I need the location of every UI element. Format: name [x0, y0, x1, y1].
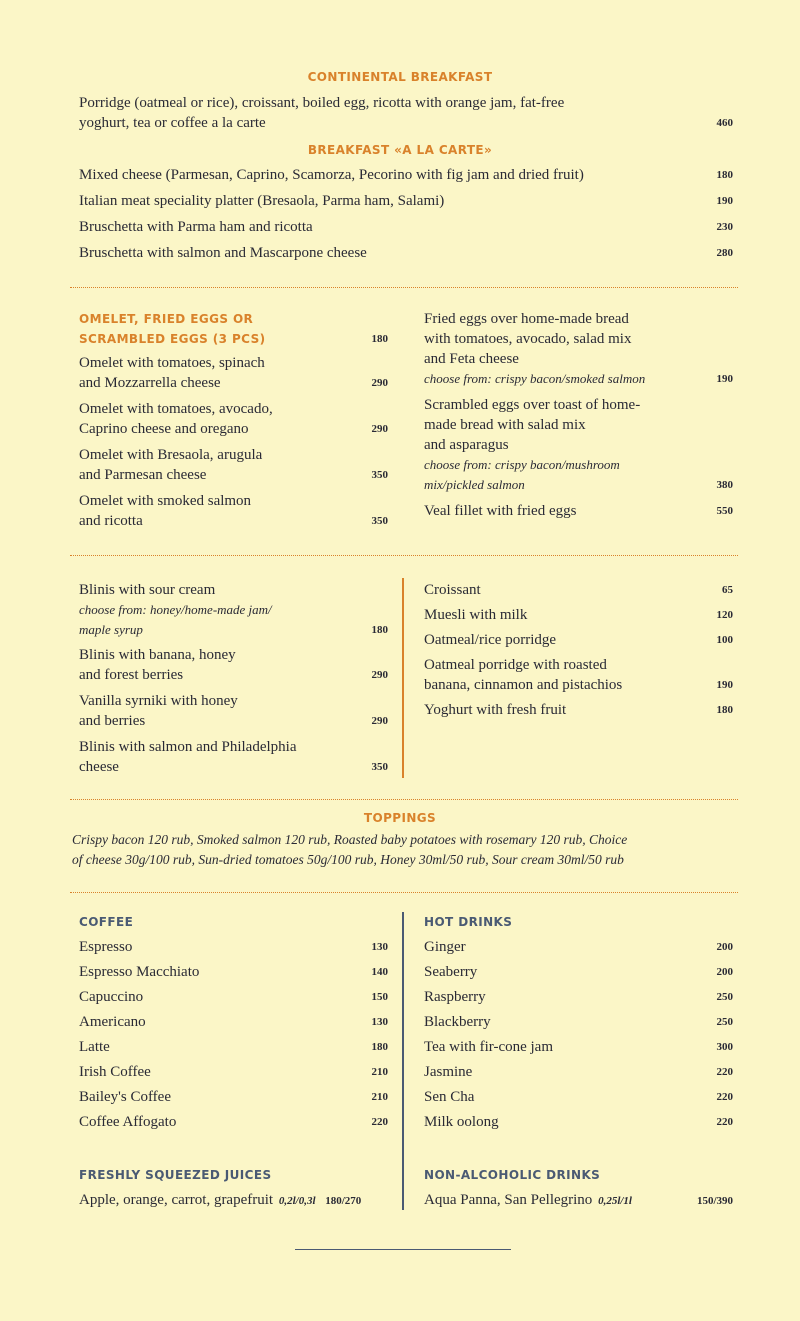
item-name-line1: Omelet with tomatoes, spinach: [79, 355, 265, 371]
non-alcoholic-section: [424, 1166, 733, 1211]
item-price: 250: [716, 991, 733, 1003]
item-name-line2: and berries: [79, 713, 146, 729]
menu-item: [79, 1087, 388, 1107]
item-name-line3: and Feta cheese: [424, 351, 519, 367]
item-name: Espresso: [79, 939, 133, 955]
menu-item: [424, 630, 733, 650]
juices-section: [79, 1166, 388, 1211]
item-name: Blinis with sour cream: [79, 582, 216, 598]
menu-item: [424, 987, 733, 1007]
item-name: Espresso Macchiato: [79, 964, 200, 980]
item-price: 180: [716, 704, 733, 716]
item-name: Coffee Affogato: [79, 1114, 177, 1130]
menu-item: [424, 700, 733, 720]
menu-item: [79, 491, 388, 531]
menu-item: [424, 1062, 733, 1082]
item-name: Aqua Panna, San Pellegrino: [424, 1192, 593, 1208]
item-price: 190: [716, 195, 733, 207]
drink-item: [424, 1190, 733, 1211]
item-name: Latte: [79, 1039, 110, 1055]
juice-item: [79, 1190, 388, 1211]
menu-item: [79, 217, 733, 237]
item-price: 180/270: [325, 1195, 362, 1207]
menu-item: [79, 243, 733, 263]
item-price: 220: [371, 1116, 388, 1128]
eggs-heading-row: [79, 329, 388, 349]
item-name: Bailey's Coffee: [79, 1089, 171, 1105]
menu-item: [424, 1112, 733, 1132]
item-name-line1: Blinis with salmon and Philadelphia: [79, 739, 297, 755]
menu-item: [79, 445, 388, 485]
item-price: 290: [371, 377, 388, 389]
item-price: 350: [371, 761, 388, 773]
menu-item: [424, 1012, 733, 1032]
item-price: 220: [716, 1091, 733, 1103]
menu-item: [79, 165, 733, 185]
item-price: 200: [716, 941, 733, 953]
continental-heading: CONTINENTAL BREAKFAST: [307, 70, 493, 84]
item-name-line2: banana, cinnamon and pistachios: [424, 677, 623, 693]
menu-item: [424, 309, 733, 389]
item-name-line2: with tomatoes, avocado, salad mix: [424, 331, 632, 347]
column-divider: [402, 578, 404, 778]
item-name-line2: and ricotta: [79, 513, 143, 529]
item-price: 130: [371, 1016, 388, 1028]
eggs-heading-line1: OMELET, FRIED EGGS OR: [79, 312, 254, 326]
item-name-line1: Oatmeal porridge with roasted: [424, 657, 607, 673]
menu-item: [424, 501, 733, 521]
toppings-line2: of cheese 30g/100 rub, Sun-dried tomatoes 50g/100 rub, Honey 30ml/50 rub, Sour cream 30ml/50 rub: [72, 852, 624, 867]
item-name-line1: Omelet with Bresaola, arugula: [79, 447, 263, 463]
menu-item: [79, 1112, 388, 1132]
item-name: Croissant: [424, 582, 481, 598]
item-price: 380: [716, 479, 733, 491]
hot-drinks-column: [424, 913, 733, 1132]
menu-item: [424, 962, 733, 982]
juices-heading: FRESHLY SQUEEZED JUICES: [79, 1168, 272, 1182]
item-name: Americano: [79, 1014, 146, 1030]
item-name: Bruschetta with salmon and Mascarpone cheese: [79, 245, 367, 261]
item-name: Italian meat speciality platter (Bresaola, Parma ham, Salami): [79, 193, 445, 209]
item-name-line1: Fried eggs over home-made bread: [424, 311, 629, 327]
item-price: 290: [371, 669, 388, 681]
item-volume: 0,2l/0,3l: [278, 1195, 316, 1207]
item-price: 290: [371, 715, 388, 727]
coffee-column: [79, 913, 388, 1132]
menu-item: [79, 962, 388, 982]
item-name-line1: Vanilla syrniki with honey: [79, 693, 238, 709]
item-price: 65: [722, 584, 733, 596]
item-price: 280: [716, 247, 733, 259]
item-price: 300: [716, 1041, 733, 1053]
item-name: Bruschetta with Parma ham and ricotta: [79, 219, 313, 235]
item-name-line2: yoghurt, tea or coffee a la carte: [79, 115, 266, 131]
item-price: 220: [716, 1116, 733, 1128]
item-name: Milk oolong: [424, 1114, 499, 1130]
item-price: 180: [371, 1041, 388, 1053]
item-name-line2: and Parmesan cheese: [79, 467, 207, 483]
divider: [70, 555, 738, 556]
item-name: Veal fillet with fried eggs: [424, 503, 577, 519]
blinis-right-column: [424, 580, 733, 720]
item-price: 100: [716, 634, 733, 646]
toppings-heading: TOPPINGS: [363, 811, 437, 825]
a-la-carte-list: [79, 165, 733, 263]
item-name: Capuccino: [79, 989, 144, 1005]
item-choose-line1: choose from: crispy bacon/mushroom: [424, 457, 620, 472]
item-choose-line2: maple syrup: [79, 622, 143, 637]
menu-item: [424, 395, 733, 495]
non-alcoholic-heading: NON-ALCOHOLIC DRINKS: [424, 1168, 601, 1182]
item-name: Yoghurt with fresh fruit: [424, 702, 567, 718]
item-name-line2: cheese: [79, 759, 119, 775]
menu-item: [424, 937, 733, 957]
item-name-line1: Blinis with banana, honey: [79, 647, 236, 663]
item-price: 210: [371, 1091, 388, 1103]
a-la-carte-heading: BREAKFAST «A LA CARTE»: [307, 143, 493, 157]
item-name-line1: Omelet with tomatoes, avocado,: [79, 401, 273, 417]
item-price: 210: [371, 1066, 388, 1078]
menu-item: [424, 1037, 733, 1057]
item-name-line3: and asparagus: [424, 437, 509, 453]
item-price: 190: [716, 373, 733, 385]
eggs-right-column: [424, 309, 733, 521]
item-name: Oatmeal/rice porridge: [424, 632, 557, 648]
item-name-line2: and forest berries: [79, 667, 184, 683]
item-name: Apple, orange, carrot, grapefruit: [79, 1192, 274, 1208]
item-price: 250: [716, 1016, 733, 1028]
item-price: 130: [371, 941, 388, 953]
item-name: Ginger: [424, 939, 466, 955]
item-price: 180: [371, 333, 388, 345]
item-price: 550: [716, 505, 733, 517]
blinis-left-column: [79, 580, 388, 777]
column-divider: [402, 912, 404, 1210]
item-choose: choose from: crispy bacon/smoked salmon: [424, 371, 646, 386]
item-volume: 0,25l/1l: [598, 1195, 632, 1207]
item-price: 230: [716, 221, 733, 233]
menu-item: [424, 655, 733, 695]
item-price: 460: [716, 117, 733, 129]
toppings-text: [72, 830, 742, 870]
menu-item: [79, 1062, 388, 1082]
toppings-line1: Crispy bacon 120 rub, Smoked salmon 120 rub, Roasted baby potatoes with rosemary 120 rub, Choice: [72, 832, 628, 847]
menu-item: [424, 580, 733, 600]
item-price: 350: [371, 515, 388, 527]
item-name: Raspberry: [424, 989, 486, 1005]
item-name-line1: Omelet with smoked salmon: [79, 493, 252, 509]
item-name-line2: Caprino cheese and oregano: [79, 421, 249, 437]
item-name: Tea with fir-cone jam: [424, 1039, 554, 1055]
menu-item: [79, 1037, 388, 1057]
hot-drinks-heading: HOT DRINKS: [424, 915, 513, 929]
item-name: Jasmine: [424, 1064, 473, 1080]
item-name: Seaberry: [424, 964, 478, 980]
item-price: 180: [371, 624, 388, 636]
item-price: 350: [371, 469, 388, 481]
menu-item: [79, 1012, 388, 1032]
item-name-line1: Scrambled eggs over toast of home-: [424, 397, 641, 413]
item-name-line2: made bread with salad mix: [424, 417, 586, 433]
menu-item: [79, 737, 388, 777]
divider: [70, 287, 738, 288]
item-price: 290: [371, 423, 388, 435]
menu-item: [79, 987, 388, 1007]
menu-item: [79, 645, 388, 685]
item-price: 120: [716, 609, 733, 621]
eggs-heading-line2: SCRAMBLED EGGS (3 PCS): [79, 332, 266, 346]
coffee-heading: COFFEE: [79, 915, 134, 929]
item-name: Blackberry: [424, 1014, 491, 1030]
menu-item: [424, 605, 733, 625]
eggs-left-column: [79, 309, 388, 531]
item-name: Irish Coffee: [79, 1064, 151, 1080]
item-price: 220: [716, 1066, 733, 1078]
menu-item: [79, 353, 388, 393]
item-name: Mixed cheese (Parmesan, Caprino, Scamorza, Pecorino with fig jam and dried fruit): [79, 167, 584, 183]
menu-item: [79, 191, 733, 211]
menu-item: [79, 399, 388, 439]
menu-item: [79, 580, 388, 640]
menu-item: [79, 691, 388, 731]
item-name-wrap: [424, 1190, 733, 1211]
divider: [70, 892, 738, 893]
menu-item: [424, 1087, 733, 1107]
item-name-line1: Porridge (oatmeal or rice), croissant, boiled egg, ricotta with orange jam, fat-free: [79, 95, 565, 111]
footer-rule: [295, 1249, 511, 1250]
item-price: 200: [716, 966, 733, 978]
item-price: 140: [371, 966, 388, 978]
item-name: Muesli with milk: [424, 607, 528, 623]
item-name: Sen Cha: [424, 1089, 475, 1105]
item-choose-line2: mix/pickled salmon: [424, 477, 525, 492]
item-price: 150: [371, 991, 388, 1003]
continental-item: [79, 93, 733, 133]
item-choose-line1: choose from: honey/home-made jam/: [79, 602, 272, 617]
menu-item: [79, 937, 388, 957]
item-name-line2: and Mozzarrella cheese: [79, 375, 221, 391]
item-price: 180: [716, 169, 733, 181]
divider: [70, 799, 738, 800]
item-price: 150/390: [696, 1195, 733, 1207]
item-price: 190: [716, 679, 733, 691]
